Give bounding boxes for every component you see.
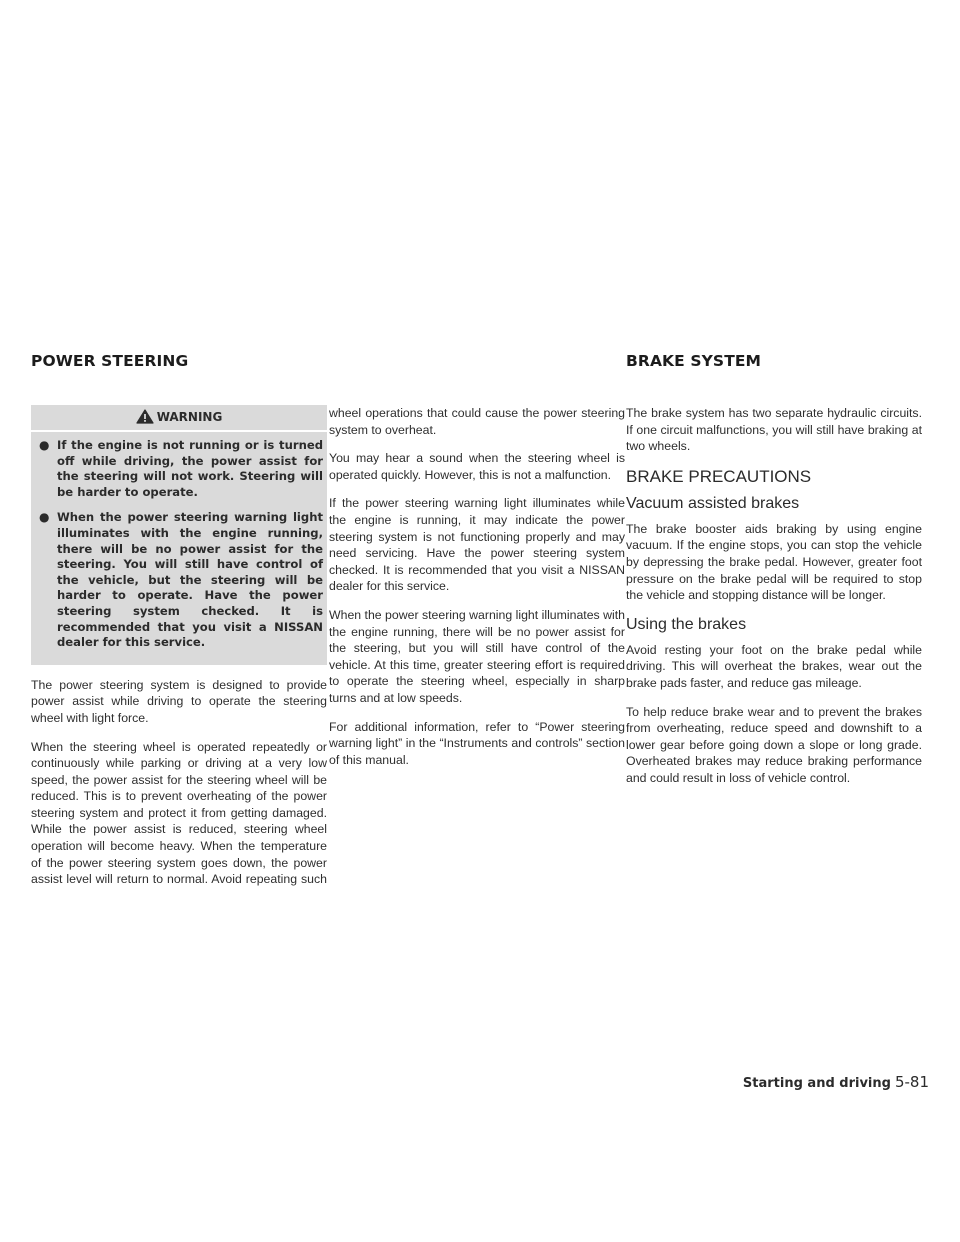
vacuum-brakes-heading: Vacuum assisted brakes [626, 494, 800, 512]
page-footer [743, 1073, 929, 1091]
warning-title: WARNING [156, 409, 223, 424]
bullet-icon: ● [39, 438, 50, 452]
paragraph: To help reduce brake wear and to prevent the brakes from overheating, reduce speed and downshift to a lower gear before going down a slope or long grade. Overheated brakes may reduce braking performance and could result in loss of vehicle control. [626, 704, 922, 785]
paragraph: The power steering system is designed to provide power assist while driving to operate the steering wheel with light force. [31, 677, 327, 725]
warning-item [35, 438, 323, 500]
column-middle [329, 405, 625, 780]
section-heading-power-steering: POWER STEERING [31, 352, 189, 370]
paragraph: Avoid resting your foot on the brake pedal while driving. This will overheat the brakes, wear out the brake pads faster, and reduce gas mileage. [626, 642, 922, 690]
column-left [31, 405, 327, 888]
brake-precautions-heading: BRAKE PRECAUTIONS [626, 466, 812, 486]
page-number: 5-81 [894, 1073, 929, 1091]
paragraph: When the steering wheel is operated repeatedly or continuously while parking or driving at a very low speed, the power assist for the steering wheel will be reduced. This is to prevent overheating of the power steering system and protect it from getting damaged. While the power assist is reduced, steering wheel operation will become heavy. When the temperature of the power steering system goes down, the power assist level will return to normal. Avoid repeating such [31, 739, 327, 887]
column-right [626, 405, 922, 799]
paragraph: When the power steering warning light illuminates with the engine running, there will be no power assist for the steering, but you will still have control of the vehicle. At this time, greater steering effort is required to operate the steering wheel, especially in sharp turns and at low speeds. [329, 607, 625, 705]
warning-item-text: When the power steering warning light illuminates with the engine running, there will be no power assist for the steering. You will still have control of the vehicle, but the steering will be harder to operate. Have the power steering system checked. It is recommended that you visit a NISSAN dealer for this service. [57, 510, 323, 650]
warning-item-text: If the engine is not running or is turned off while driving, the power assist for the steering will not work. Steering will be harder to operate. [57, 438, 323, 499]
brake-intro: The brake system has two separate hydraulic circuits. If one circuit malfunctions, you will still have braking at two wheels. [626, 406, 922, 454]
paragraph: For additional information, refer to “Power steering warning light” in the “Instruments and controls” section of this manual. [329, 719, 625, 767]
section-heading-brake-system: BRAKE SYSTEM [626, 352, 762, 370]
warning-divider [31, 430, 327, 432]
paragraph-continued: wheel operations that could cause the power steering system to overheat. [329, 406, 625, 437]
paragraph: The brake booster aids braking by using engine vacuum. If the engine stops, you can stop the vehicle by depressing the brake pedal. However, greater foot pressure on the brake pedal will be required to stop the vehicle and stopping distance will be longer. [626, 521, 922, 603]
warning-item [35, 510, 323, 650]
warning-box [31, 405, 327, 665]
footer-section-title: Starting and driving [742, 1076, 891, 1091]
using-brakes-heading: Using the brakes [626, 615, 747, 633]
paragraph: If the power steering warning light illuminates while the engine is running, it may indicate the power steering system is not functioning properly and may need servicing. Have the power steering system checked. It is recommended that you visit a NISSAN dealer for this service. [329, 496, 625, 594]
warning-list [35, 438, 323, 651]
bullet-icon: ● [39, 510, 50, 525]
warning-triangle-icon [136, 409, 154, 424]
paragraph: You may hear a sound when the steering wheel is operated quickly. However, this is not a malfunction. [329, 451, 625, 482]
warning-header [35, 405, 323, 430]
